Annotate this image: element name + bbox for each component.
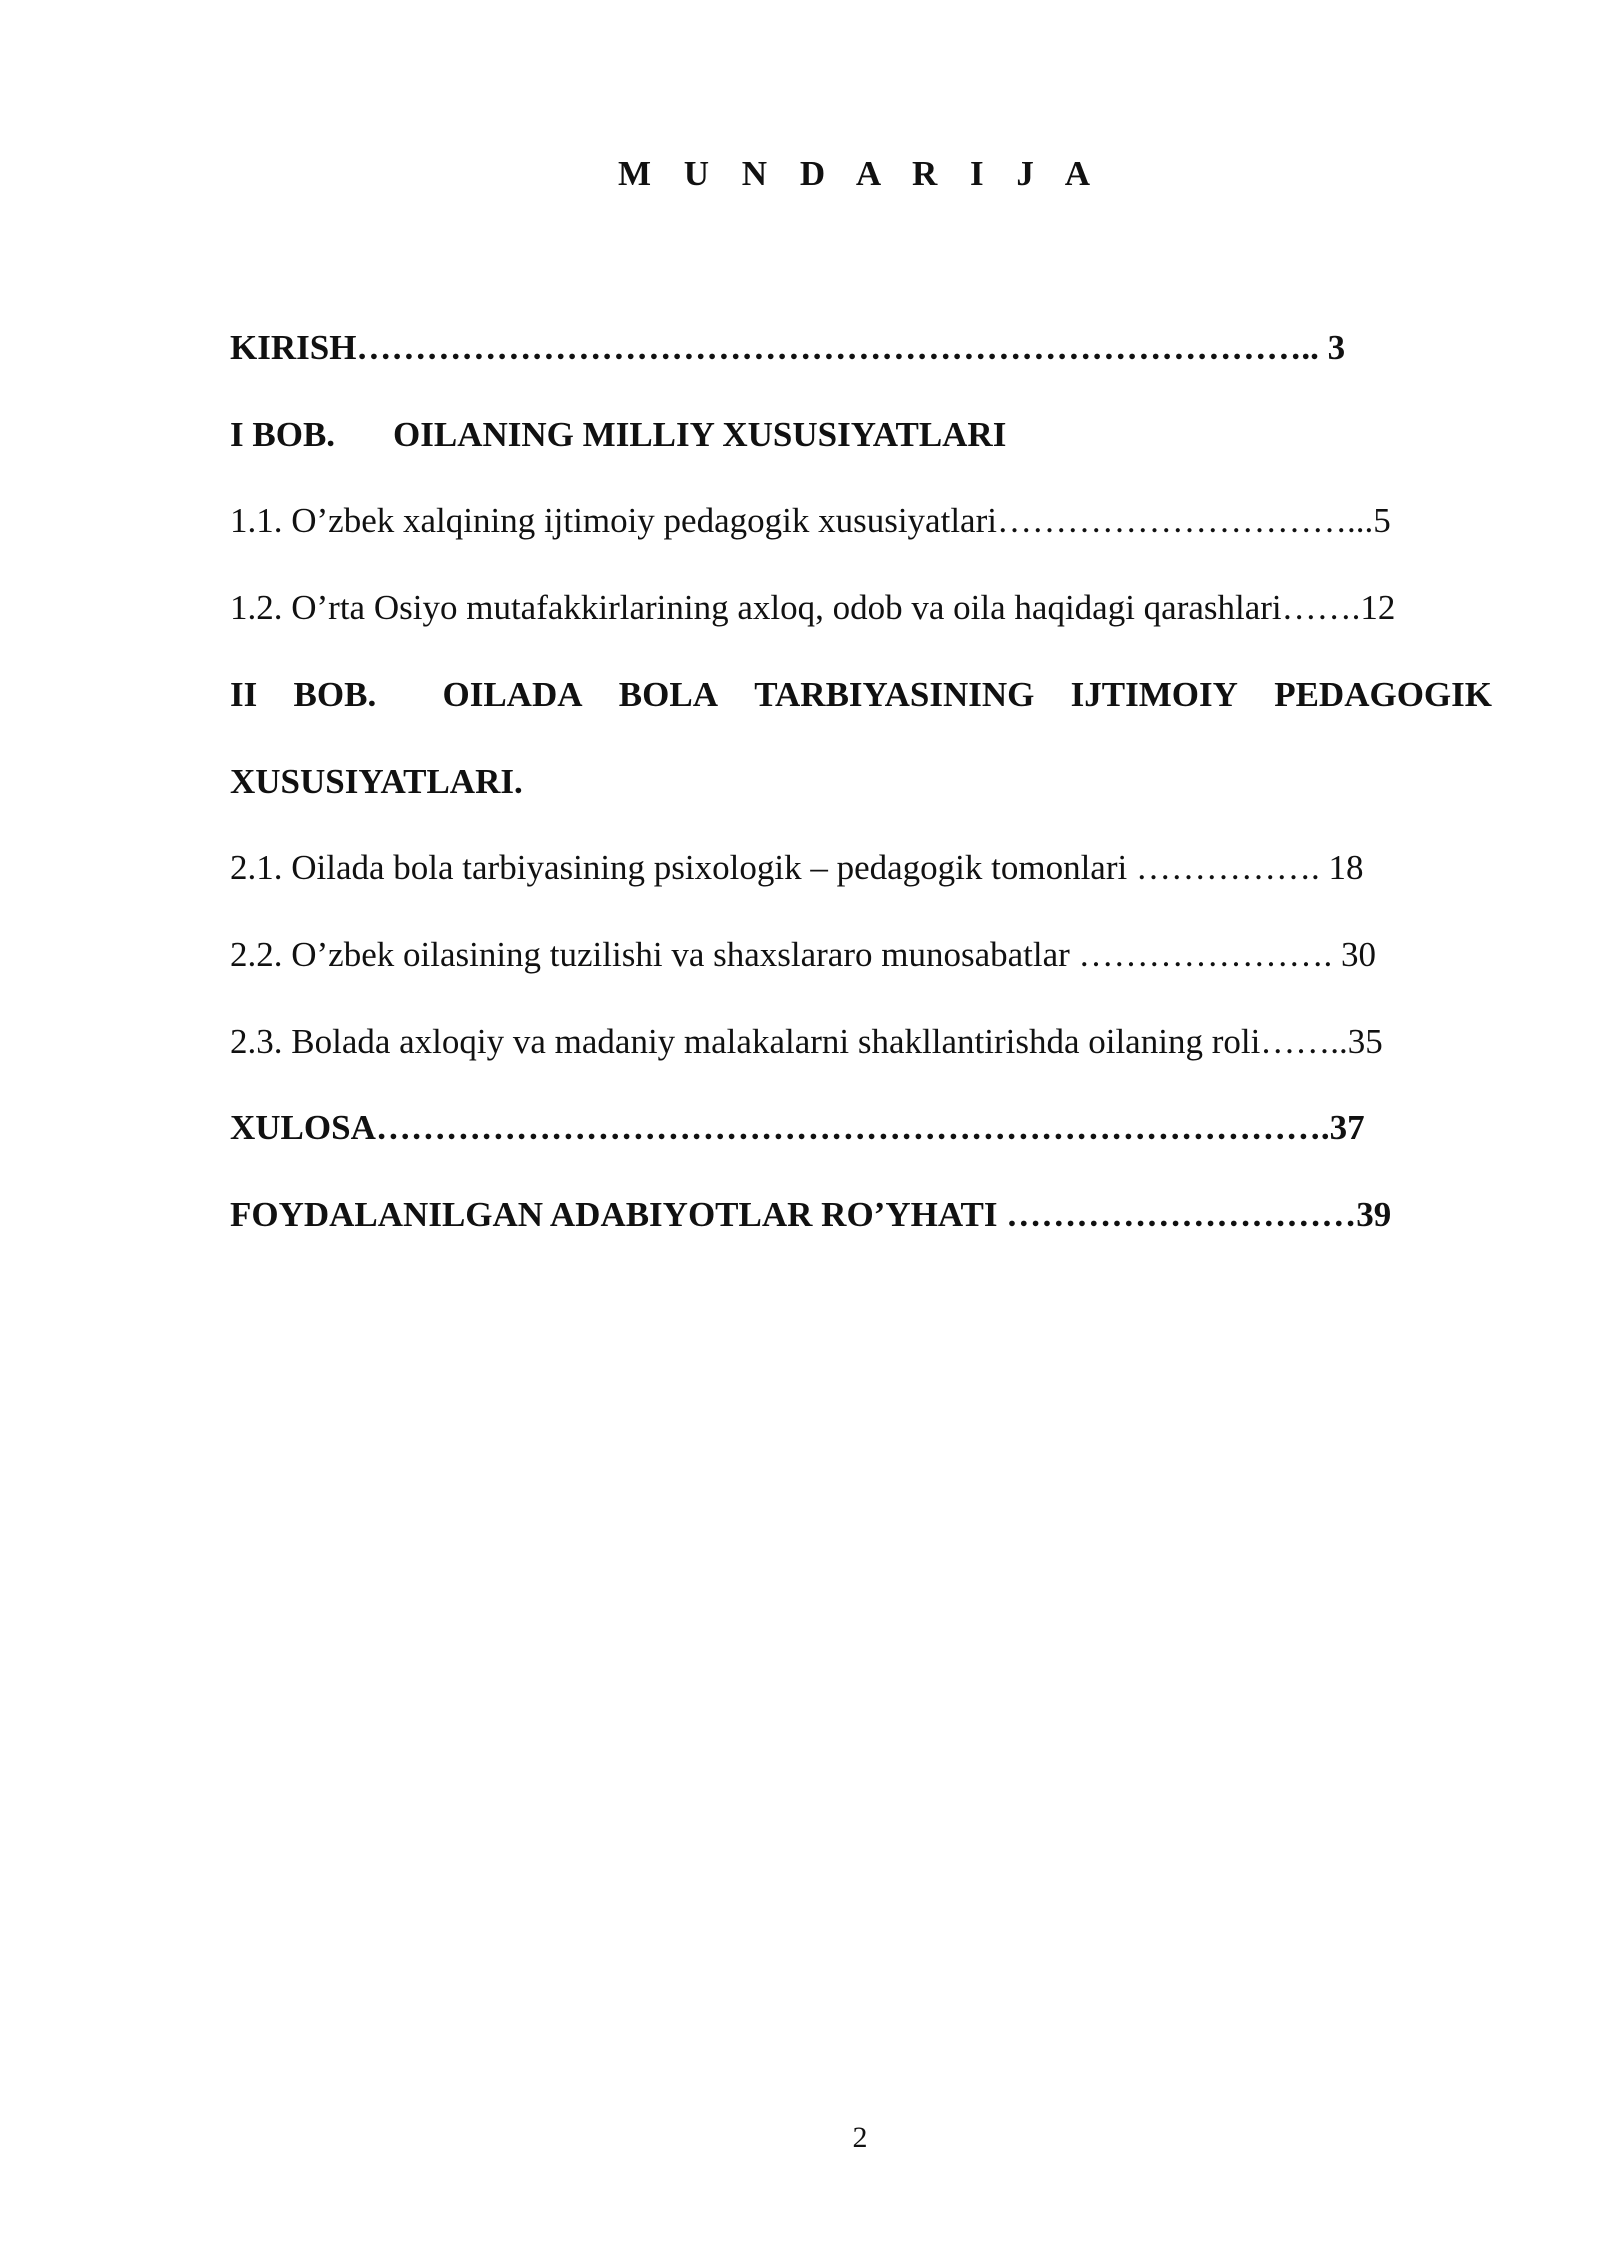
toc-chapter-2[interactable] xyxy=(230,673,1492,717)
chapter-1-title: OILANING MILLIY XUSUSIYATLARI xyxy=(393,415,1007,454)
toc-entry-2-1[interactable]: 2.1. Oilada bola tarbiyasining psixologik – pedagogik tomonlari ……………. 18 xyxy=(230,848,1364,887)
toc-entry-2-2[interactable]: 2.2. O’zbek oilasining tuzilishi va shaxslararo munosabatlar …………………. 30 xyxy=(230,935,1377,974)
toc-entry-2-3[interactable]: 2.3. Bolada axloqiy va madaniy malakalarni shakllantirishda oilaning roli……..35 xyxy=(230,1022,1383,1061)
toc-entry-xulosa[interactable]: XULOSA……………………………………………………………………….37 xyxy=(230,1108,1365,1147)
chapter-2-word: OILADA xyxy=(442,675,583,714)
chapter-2-word: IJTIMOIY xyxy=(1070,675,1238,714)
toc-entry-1-2[interactable]: 1.2. O’rta Osiyo mutafakkirlarining axloq, odob va oila haqidagi qarashlari…….12 xyxy=(230,588,1396,627)
chapter-2-word: BOLA xyxy=(618,675,718,714)
page-title: M U N D A R I J A xyxy=(617,154,1103,193)
toc-entry-1-1[interactable]: 1.1. O’zbek xalqining ijtimoiy pedagogik xususiyatlari…………………………...5 xyxy=(230,501,1391,540)
page-number: 2 xyxy=(852,2121,868,2154)
chapter-2-word: PEDAGOGIK xyxy=(1274,675,1492,714)
toc-entry-kirish[interactable]: KIRISH……………………………………………………………………….. 3 xyxy=(230,328,1346,367)
chapter-2-word: BOB. xyxy=(293,675,377,714)
toc-chapter-2-continuation: XUSUSIYATLARI. xyxy=(230,762,523,801)
toc-entry-adabiyotlar[interactable]: FOYDALANILGAN ADABIYOTLAR RO’YHATI …………………………39 xyxy=(230,1195,1392,1234)
toc-chapter-1[interactable] xyxy=(230,413,1492,457)
chapter-1-prefix: I BOB. xyxy=(230,415,336,454)
chapter-2-word: TARBIYASINING xyxy=(754,675,1035,714)
chapter-2-word: II xyxy=(230,675,258,714)
